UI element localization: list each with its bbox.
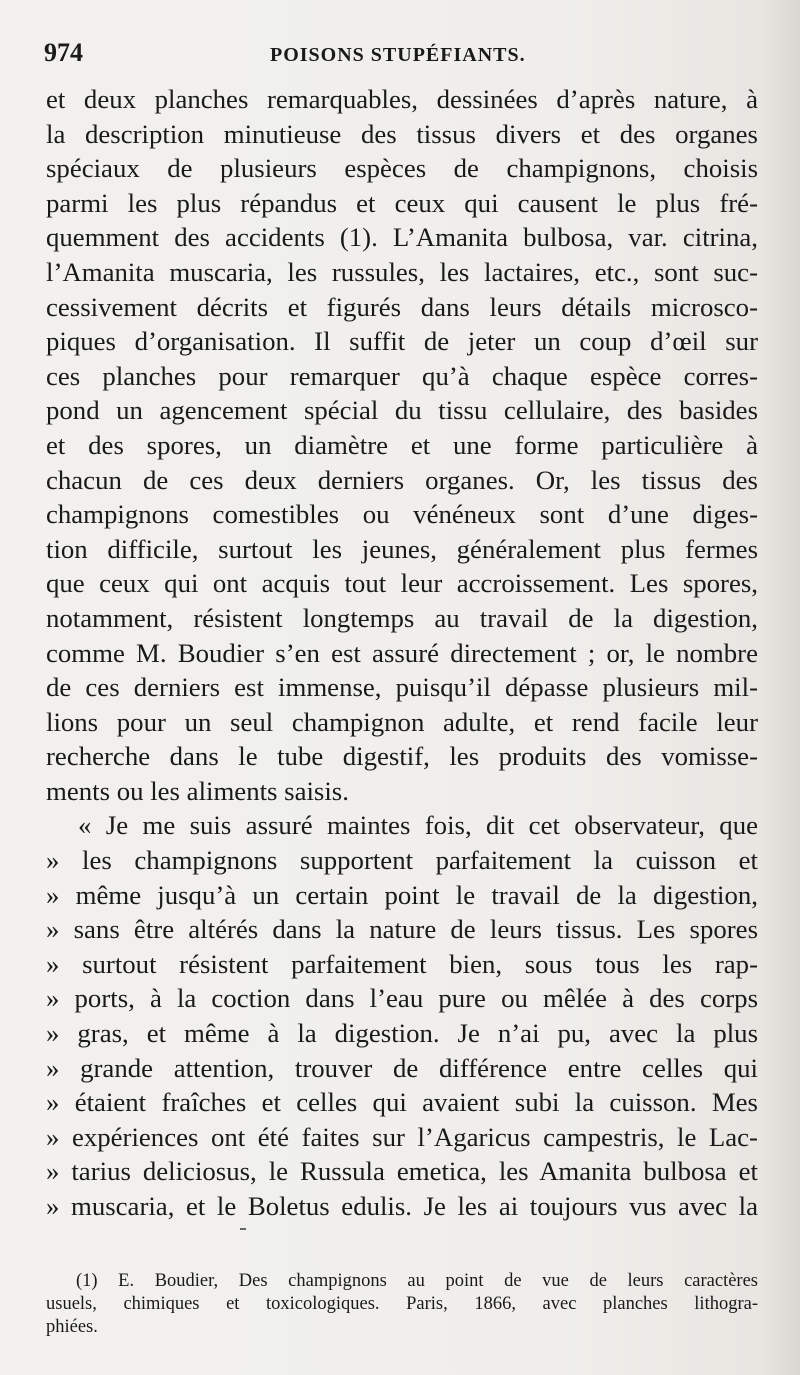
text-line: pond un agencement spécial du tissu cellulaire, des basides [46,395,758,426]
text-line: » tarius deliciosus, le Russula emetica, les Amanita bulbosa et [46,1156,758,1187]
text-line: piques d’organisation. Il suffit de jeter un coup d’œil sur [46,326,758,357]
footnote-line: phiées. [46,1317,98,1337]
text-line: » surtout résistent parfaitement bien, sous tous les rap- [46,948,758,979]
text-line: quemment des accidents (1). L’Amanita bulbosa, var. citrina, [46,222,758,253]
text-line: chacun de ces deux derniers organes. Or, les tissus des [46,464,758,495]
page-edge-shadow [760,0,800,1375]
text-line: et deux planches remarquables, dessinées d’après nature, à [46,84,758,114]
text-line: que ceux qui ont acquis tout leur accroissement. Les spores, [46,568,758,599]
footnote [46,1270,758,1339]
body-text [46,82,758,1224]
footnote-line: usuels, chimiques et toxicologiques. Paris, 1866, avec planches lithogra- [46,1294,758,1314]
text-line: » gras, et même à la digestion. Je n’ai pu, avec la plus [46,1018,758,1049]
footnote-divider [240,1228,246,1230]
text-line: spéciaux de plusieurs espèces de champignons, choisis [46,153,758,184]
text-line: « Je me suis assuré maintes fois, dit cet observateur, que [78,810,758,841]
footnote-line: (1) E. Boudier, Des champignons au point de vue de leurs caractères [76,1271,758,1291]
text-line: » sans être altérés dans la nature de leurs tissus. Les spores [46,914,758,945]
text-line: champignons comestibles ou vénéneux sont d’une diges- [46,499,758,530]
text-line: » les champignons supportent parfaitement la cuisson et [46,845,758,876]
running-title: POISONS STUPÉFIANTS. [270,44,526,66]
text-line: » grande attention, trouver de différence entre celles qui [46,1052,758,1083]
page-header [44,38,756,78]
text-line: ments ou les aliments saisis. [46,775,349,806]
text-line: ces planches pour remarquer qu’à chaque espèce corres- [46,360,758,391]
text-line: l’Amanita muscaria, les russules, les lactaires, etc., sont suc- [46,256,758,287]
text-line: notamment, résistent longtemps au travail de la digestion, [46,602,758,633]
text-line: lions pour un seul champignon adulte, et rend facile leur [46,706,758,737]
text-line: » muscaria, et le Boletus edulis. Je les ai toujours vus avec la [46,1191,758,1221]
text-line: recherche dans le tube digestif, les produits des vomisse- [46,741,758,772]
page-number: 974 [44,38,83,67]
text-line: » étaient fraîches et celles qui avaient subi la cuisson. Mes [46,1087,758,1118]
text-line: comme M. Boudier s’en est assuré directement ; or, le nombre [46,637,758,668]
text-line: la description minutieuse des tissus divers et des organes [46,118,758,149]
text-line: cessivement décrits et figurés dans leurs détails microsco- [46,291,758,322]
text-line: de ces derniers est immense, puisqu’il dépasse plusieurs mil- [46,672,758,703]
text-line: et des spores, un diamètre et une forme particulière à [46,429,758,460]
text-line: » ports, à la coction dans l’eau pure ou mêlée à des corps [46,983,758,1014]
text-line: » expériences ont été faites sur l’Agaricus campestris, le Lac- [46,1121,758,1152]
text-line: tion difficile, surtout les jeunes, généralement plus fermes [46,533,758,564]
text-line: » même jusqu’à un certain point le travail de la digestion, [46,879,758,910]
text-line: parmi les plus répandus et ceux qui causent le plus fré- [46,187,758,218]
